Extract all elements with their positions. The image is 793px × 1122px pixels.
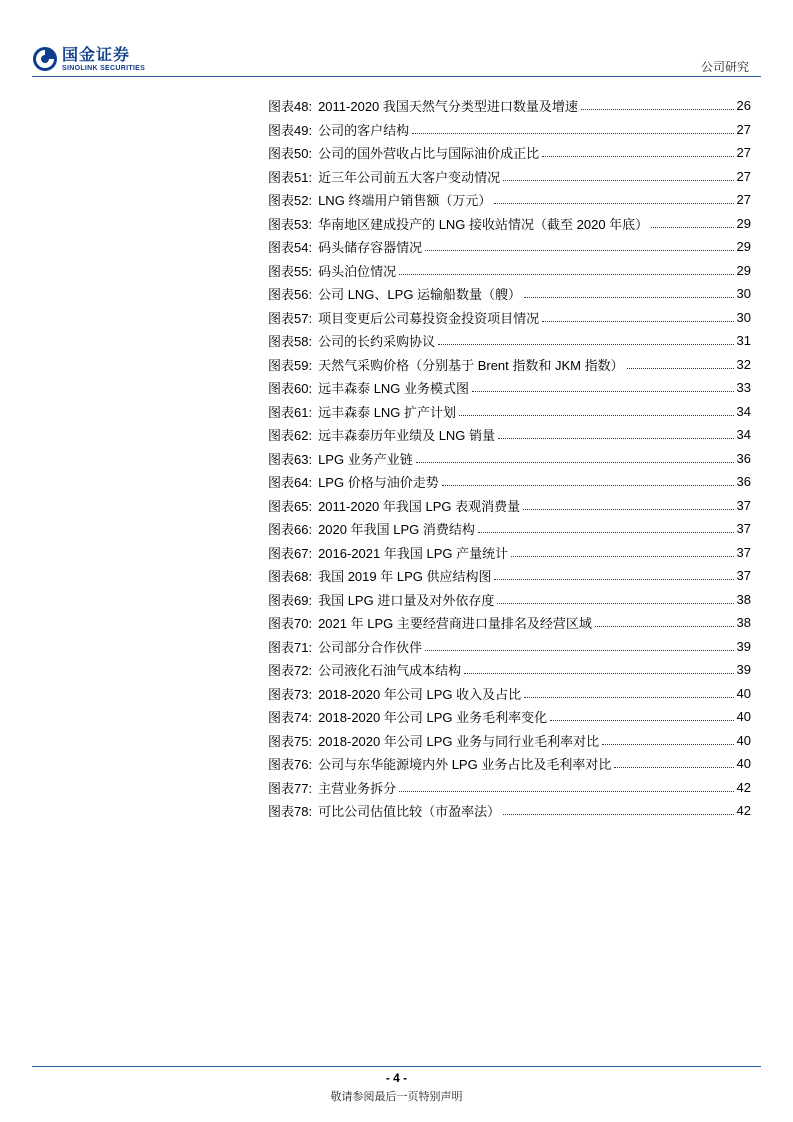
toc-entry-label: 图表61: — [268, 404, 313, 420]
toc-entry-page: 34 — [736, 403, 751, 419]
toc-dot-leader — [472, 381, 733, 392]
toc-entry-title: LPG 价格与油价走势 — [318, 475, 439, 491]
toc-entry-label: 图表53: — [268, 216, 313, 232]
toc-entry[interactable] — [268, 588, 751, 612]
toc-entry-page: 29 — [736, 215, 751, 231]
toc-entry-label: 图表56: — [268, 287, 313, 303]
toc-entry-page: 29 — [736, 262, 751, 278]
toc-dot-leader — [497, 593, 733, 604]
toc-entry-title: 2018-2020 年公司 LPG 业务与同行业毛利率对比 — [318, 733, 600, 749]
toc-dot-leader — [542, 311, 733, 322]
toc-entry-page: 40 — [736, 709, 751, 725]
toc-entry-label: 图表67: — [268, 545, 313, 561]
toc-entry[interactable] — [268, 141, 751, 165]
toc-entry[interactable] — [268, 729, 751, 753]
toc-dot-leader — [399, 781, 733, 792]
toc-entry[interactable] — [268, 682, 751, 706]
toc-entry-title: 公司液化石油气成本结构 — [318, 663, 462, 679]
toc-entry-label: 图表68: — [268, 569, 313, 585]
toc-entry-label: 图表51: — [268, 169, 313, 185]
toc-entry-label: 图表63: — [268, 451, 313, 467]
toc-dot-leader — [425, 640, 733, 651]
toc-entry[interactable] — [268, 376, 751, 400]
toc-entry-label: 图表48: — [268, 99, 313, 115]
page-number: - 4 - — [385, 1071, 408, 1085]
toc-entry-page: 34 — [736, 427, 751, 443]
toc-entry-page: 40 — [736, 756, 751, 772]
toc-entry-page: 27 — [736, 121, 751, 137]
toc-entry-title: LPG 业务产业链 — [318, 451, 413, 467]
toc-entry-page: 40 — [736, 732, 751, 748]
toc-dot-leader — [524, 287, 733, 298]
toc-entry[interactable] — [268, 400, 751, 424]
toc-entry[interactable] — [268, 705, 751, 729]
toc-entry[interactable] — [268, 94, 751, 118]
toc-entry-title: 我国 LPG 进口量及对外依存度 — [318, 592, 495, 608]
toc-entry-label: 图表73: — [268, 686, 313, 702]
toc-entry-label: 图表52: — [268, 193, 313, 209]
toc-entry-page: 40 — [736, 685, 751, 701]
toc-entry-label: 图表57: — [268, 310, 313, 326]
toc-dot-leader — [614, 757, 733, 768]
toc-entry-title: 可比公司估值比较（市盈率法） — [318, 804, 501, 820]
toc-entry-title: 码头泊位情况 — [318, 263, 397, 279]
toc-entry-label: 图表66: — [268, 522, 313, 538]
toc-entry-title: 2011-2020 年我国 LPG 表观消费量 — [318, 498, 521, 514]
logo-text-en: SINOLINK SECURITIES — [62, 65, 146, 72]
toc-entry[interactable] — [268, 517, 751, 541]
toc-entry-page: 29 — [736, 239, 751, 255]
toc-entry[interactable] — [268, 541, 751, 565]
toc-dot-leader — [425, 240, 733, 251]
toc-entry-label: 图表49: — [268, 122, 313, 138]
toc-entry-label: 图表65: — [268, 498, 313, 514]
toc-entry[interactable] — [268, 118, 751, 142]
footer-divider — [32, 1066, 761, 1067]
toc-entry[interactable] — [268, 329, 751, 353]
logo-mark-icon — [32, 46, 58, 72]
toc-entry-page: 42 — [736, 779, 751, 795]
toc-entry-title: 公司与东华能源境内外 LPG 业务占比及毛利率对比 — [318, 757, 612, 773]
toc-entry[interactable] — [268, 353, 751, 377]
toc-entry[interactable] — [268, 306, 751, 330]
toc-dot-leader — [442, 475, 734, 486]
toc-entry-title: 近三年公司前五大客户变动情况 — [318, 169, 501, 185]
toc-entry-page: 37 — [736, 568, 751, 584]
toc-entry-page: 33 — [736, 380, 751, 396]
toc-entry-label: 图表62: — [268, 428, 313, 444]
toc-entry-label: 图表58: — [268, 334, 313, 350]
section-label: 公司研究 — [700, 60, 749, 74]
toc-dot-leader — [478, 522, 734, 533]
toc-entry-title: 远丰森泰历年业绩及 LNG 销量 — [318, 428, 496, 444]
toc-entry-page: 36 — [736, 450, 751, 466]
toc-entry[interactable] — [268, 188, 751, 212]
toc-entry-title: 远丰森泰 LNG 业务模式图 — [318, 381, 470, 397]
toc-entry-title: 主营业务拆分 — [318, 780, 397, 796]
toc-entry[interactable] — [268, 564, 751, 588]
figure-list — [268, 94, 751, 823]
toc-entry[interactable] — [268, 235, 751, 259]
page-header — [0, 0, 793, 80]
toc-entry[interactable] — [268, 799, 751, 823]
toc-dot-leader — [494, 569, 733, 580]
toc-entry-page: 37 — [736, 544, 751, 560]
toc-entry-title: 远丰森泰 LNG 扩产计划 — [318, 404, 457, 420]
toc-entry-page: 39 — [736, 662, 751, 678]
toc-entry-label: 图表50: — [268, 146, 313, 162]
toc-entry-title: 公司 LNG、LPG 运输船数量（艘） — [318, 287, 522, 303]
toc-dot-leader — [550, 710, 733, 721]
toc-entry-page: 27 — [736, 192, 751, 208]
toc-entry-page: 37 — [736, 521, 751, 537]
header-divider — [32, 76, 761, 77]
toc-entry-title: 公司部分合作伙伴 — [318, 639, 423, 655]
toc-entry-page: 39 — [736, 638, 751, 654]
toc-entry-page: 30 — [736, 309, 751, 325]
toc-entry-title: 2011-2020 我国天然气分类型进口数量及增速 — [318, 99, 578, 115]
toc-dot-leader — [498, 428, 733, 439]
toc-entry[interactable] — [268, 423, 751, 447]
toc-dot-leader — [503, 170, 733, 181]
toc-entry[interactable] — [268, 165, 751, 189]
toc-entry[interactable] — [268, 212, 751, 236]
toc-entry-title: 码头储存容器情况 — [318, 240, 423, 256]
toc-dot-leader — [438, 334, 733, 345]
toc-entry-label: 图表74: — [268, 710, 313, 726]
toc-entry-page: 27 — [736, 145, 751, 161]
toc-entry-page: 32 — [736, 356, 751, 372]
toc-entry-page: 42 — [736, 803, 751, 819]
toc-entry[interactable] — [268, 658, 751, 682]
toc-entry-page: 36 — [736, 474, 751, 490]
toc-entry-title: 2018-2020 年公司 LPG 业务毛利率变化 — [318, 710, 548, 726]
toc-entry-title: 2020 年我国 LPG 消费结构 — [318, 522, 475, 538]
toc-dot-leader — [595, 616, 734, 627]
toc-entry-page: 30 — [736, 286, 751, 302]
toc-dot-leader — [503, 804, 733, 815]
disclaimer-note: 敬请参阅最后一页特别声明 — [330, 1090, 463, 1103]
toc-entry-label: 图表70: — [268, 616, 313, 632]
toc-entry-label: 图表55: — [268, 263, 313, 279]
toc-entry-page: 38 — [736, 591, 751, 607]
toc-entry-title: 2018-2020 年公司 LPG 收入及占比 — [318, 686, 522, 702]
toc-dot-leader — [412, 123, 733, 134]
toc-entry-label: 图表78: — [268, 804, 313, 820]
toc-entry-label: 图表60: — [268, 381, 313, 397]
toc-entry-label: 图表75: — [268, 733, 313, 749]
toc-entry-label: 图表59: — [268, 357, 313, 373]
toc-entry-label: 图表64: — [268, 475, 313, 491]
toc-entry-label: 图表77: — [268, 780, 313, 796]
toc-entry[interactable] — [268, 447, 751, 471]
toc-dot-leader — [459, 405, 733, 416]
toc-entry-title: LNG 终端用户销售额（万元） — [318, 193, 492, 209]
toc-entry[interactable] — [268, 752, 751, 776]
toc-entry-page: 31 — [736, 333, 751, 349]
toc-entry-title: 公司的国外营收占比与国际油价成正比 — [318, 146, 540, 162]
toc-dot-leader — [399, 264, 733, 275]
toc-entry-label: 图表72: — [268, 663, 313, 679]
toc-entry[interactable] — [268, 494, 751, 518]
toc-dot-leader — [524, 687, 733, 698]
toc-entry-title: 2016-2021 年我国 LPG 产量统计 — [318, 545, 509, 561]
toc-entry-title: 天然气采购价格（分别基于 Brent 指数和 JKM 指数） — [318, 357, 624, 373]
toc-entry-label: 图表76: — [268, 757, 313, 773]
toc-entry-label: 图表69: — [268, 592, 313, 608]
toc-dot-leader — [651, 217, 733, 228]
toc-entry-title: 2021 年 LPG 主要经营商进口量排名及经营区域 — [318, 616, 592, 632]
toc-dot-leader — [627, 358, 734, 369]
toc-entry-title: 我国 2019 年 LPG 供应结构图 — [318, 569, 492, 585]
toc-entry-page: 37 — [736, 497, 751, 513]
toc-entry[interactable] — [268, 282, 751, 306]
toc-entry-label: 图表71: — [268, 639, 313, 655]
toc-entry[interactable] — [268, 635, 751, 659]
toc-entry[interactable] — [268, 470, 751, 494]
toc-entry[interactable] — [268, 611, 751, 635]
toc-entry-page: 27 — [736, 168, 751, 184]
toc-entry-title: 公司的客户结构 — [318, 122, 410, 138]
toc-dot-leader — [542, 146, 733, 157]
toc-dot-leader — [581, 99, 734, 110]
toc-entry[interactable] — [268, 776, 751, 800]
toc-entry-title: 华南地区建成投产的 LNG 接收站情况（截至 2020 年底） — [318, 216, 649, 232]
toc-entry-label: 图表54: — [268, 240, 313, 256]
toc-entry-title: 公司的长约采购协议 — [318, 334, 436, 350]
toc-dot-leader — [416, 452, 734, 463]
toc-entry-page: 38 — [736, 615, 751, 631]
toc-dot-leader — [464, 663, 733, 674]
toc-entry[interactable] — [268, 259, 751, 283]
toc-dot-leader — [602, 734, 733, 745]
logo-text-cn: 国金证券 — [62, 45, 131, 64]
toc-dot-leader — [523, 499, 733, 510]
toc-entry-page: 26 — [736, 98, 751, 114]
toc-dot-leader — [494, 193, 733, 204]
toc-dot-leader — [511, 546, 733, 557]
toc-entry-title: 项目变更后公司募投资金投资项目情况 — [318, 310, 540, 326]
company-logo — [32, 46, 172, 76]
